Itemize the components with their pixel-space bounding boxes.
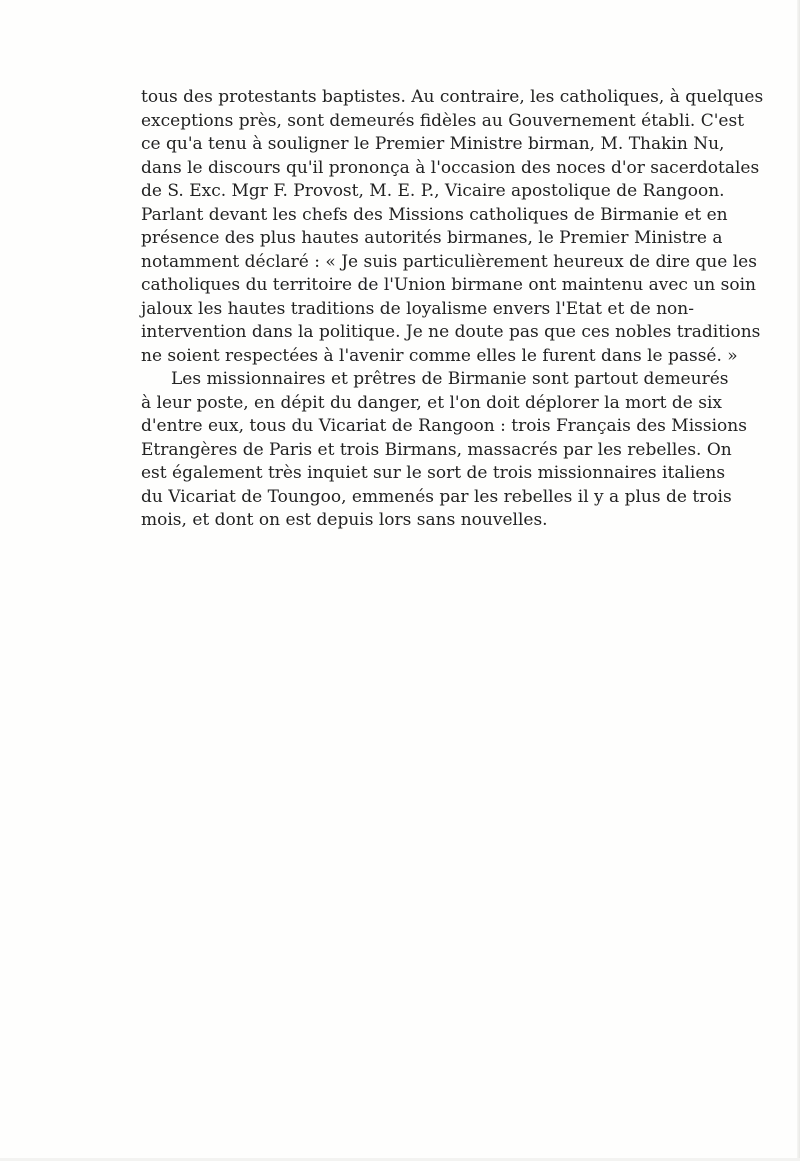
text-line: intervention dans la politique. Je ne doute pas que ces nobles traditions [141,322,761,342]
text-line: jaloux les hautes traditions de loyalisme envers l'Etat et de non- [141,298,694,319]
text-line: Parlant devant les chefs des Missions catholiques de Birmanie et en [141,204,728,225]
text-line: à leur poste, en dépit du danger, et l'on doit déplorer la mort de six [141,392,722,413]
text-line: tous des protestants baptistes. Au contraire, les catholiques, à quelques [141,87,764,107]
text-line: notamment déclaré : « Je suis particulièrement heureux de dire que les [141,251,757,272]
text-line: du Vicariat de Toungoo, emmenés par les rebelles il y a plus de trois [141,486,732,507]
text-line: ne soient respectées à l'avenir comme elles le furent dans le passé. » [141,345,738,366]
text-line: exceptions près, sont demeurés fidèles au Gouvernement établi. C'est [141,110,745,131]
paragraph-1 [141,86,764,368]
body-text [141,86,764,533]
text-line: présence des plus hautes autorités birmanes, le Premier Ministre a [141,228,723,248]
text-line: Les missionnaires et prêtres de Birmanie sont partout demeurés [171,369,729,389]
text-line: d'entre eux, tous du Vicariat de Rangoon : trois Français des Missions [141,416,747,436]
text-line: ce qu'a tenu à souligner le Premier Ministre birman, M. Thakin Nu, [141,134,725,154]
text-line: mois, et dont on est depuis lors sans nouvelles. [141,510,548,530]
text-line: est également très inquiet sur le sort de trois missionnaires italiens [141,463,726,483]
text-line: Etrangères de Paris et trois Birmans, massacrés par les rebelles. On [141,439,732,460]
text-line: de S. Exc. Mgr F. Provost, M. E. P., Vicaire apostolique de Rangoon. [141,181,725,201]
paragraph-2 [141,368,747,533]
text-line: dans le discours qu'il prononça à l'occasion des noces d'or sacerdotales [141,157,760,178]
text-line: catholiques du territoire de l'Union birmane ont maintenu avec un soin [141,275,756,295]
